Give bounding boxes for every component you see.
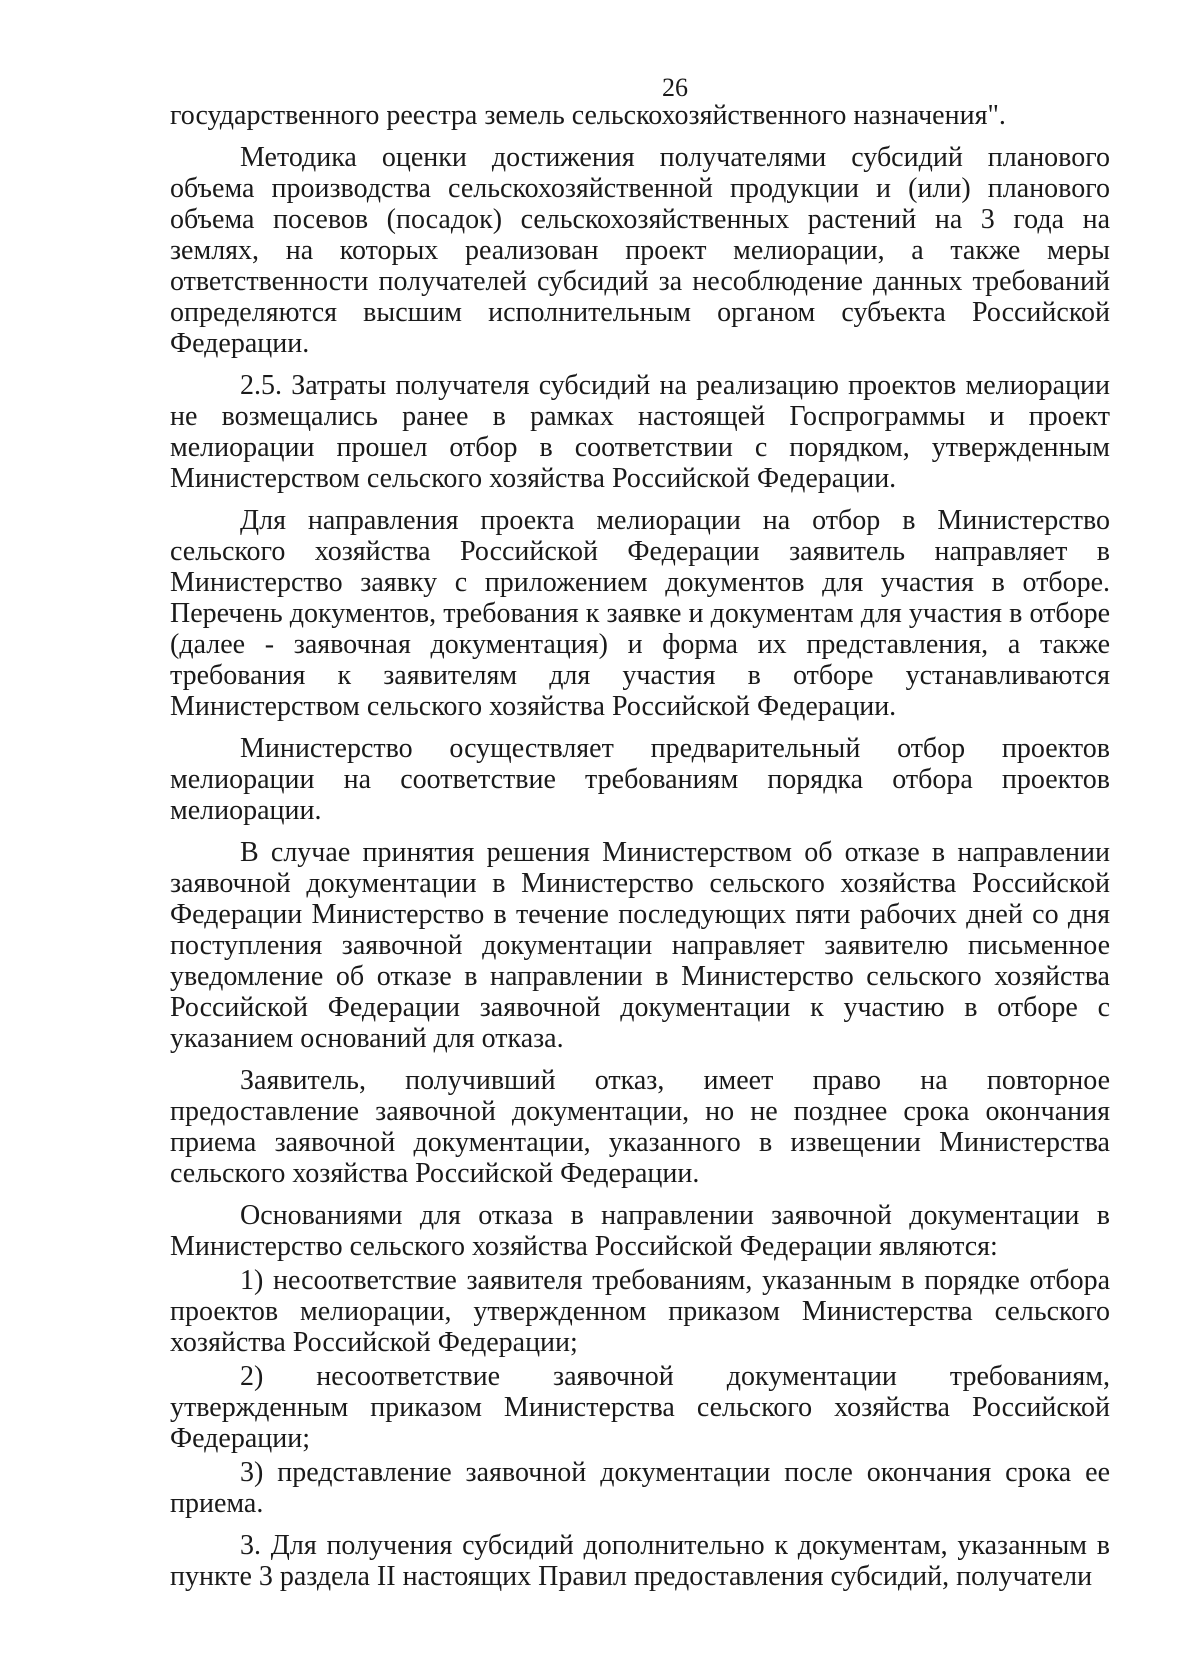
paragraph-registry-end: государственного реестра земель сельскохозяйственного назначения". [170,100,1006,131]
paragraph-application-submission: Для направления проекта мелиорации на отбор в Министерство сельского хозяйства Российской Федерации заявитель направляет в Министерство заявку с приложением документов для участия в отборе. Перечень документов, требования к заявке и документам для участия в отборе (далее - заявочная документация) и форма их представления, а также требования к заявителям для участия в отборе устанавливаются Министерством сельского хозяйства Российской Федерации. [170,505,1110,722]
list-item-3: 3) представление заявочной документации после окончания срока ее приема. [170,1457,1110,1519]
paragraph-section-3: 3. Для получения субсидий дополнительно к документам, указанным в пункте 3 раздела II настоящих Правил предоставления субсидий, получатели [170,1530,1110,1592]
paragraph-refusal-grounds: Основаниями для отказа в направлении заявочной документации в Министерство сельского хозяйства Российской Федерации являются: [170,1200,1110,1262]
paragraph-refusal-decision: В случае принятия решения Министерством об отказе в направлении заявочной документации в Министерство сельского хозяйства Российской Федерации Министерство в течение последующих пяти рабочих дней со дня поступления заявочной документации направляет заявителю письменное уведомление об отказе в направлении в Министерство сельского хозяйства Российской Федерации заявочной документации к участию в отборе с указанием оснований для отказа. [170,837,1110,1054]
paragraph-methodology: Методика оценки достижения получателями субсидий планового объема производства сельскохозяйственной продукции и (или) планового объема посевов (посадок) сельскохозяйственных растений на 3 года на землях, на которых реализован проект мелиорации, а также меры ответственности получателей субсидий за несоблюдение данных требований определяются высшим исполнительным органом субъекта Российской Федерации. [170,142,1110,359]
document-body [170,100,1110,1592]
paragraph-2-5: 2.5. Затраты получателя субсидий на реализацию проектов мелиорации не возмещались ранее в рамках настоящей Госпрограммы и проект мелиорации прошел отбор в соответствии с порядком, утвержденным Министерством сельского хозяйства Российской Федерации. [170,370,1110,494]
list-item-1: 1) несоответствие заявителя требованиям, указанным в порядке отбора проектов мелиорации, утвержденном приказом Министерства сельского хозяйства Российской Федерации; [170,1265,1110,1358]
list-item-2: 2) несоответствие заявочной документации требованиям, утвержденным приказом Министерства сельского хозяйства Российской Федерации; [170,1361,1110,1454]
paragraph-resubmission: Заявитель, получивший отказ, имеет право на повторное предоставление заявочной документации, но не позднее срока окончания приема заявочной документации, указанного в извещении Министерства сельского хозяйства Российской Федерации. [170,1065,1110,1189]
paragraph-preliminary-selection: Министерство осуществляет предварительный отбор проектов мелиорации на соответствие требованиям порядка отбора проектов мелиорации. [170,733,1110,826]
page-number: 26 [662,73,688,102]
